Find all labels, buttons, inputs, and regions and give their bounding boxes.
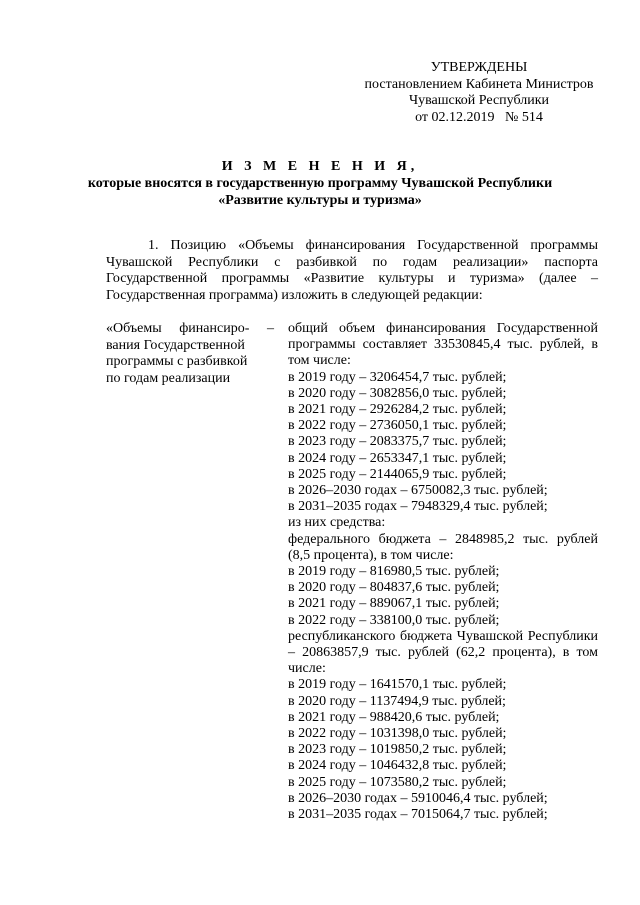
financing-year-line: в 2021 году – 988420,6 тыс. рублей; xyxy=(288,709,500,725)
total-financing-intro: общий объем финансирования Государственной программы составляет 33530845,4 тыс. рублей, в том числе: xyxy=(288,321,598,369)
financing-year-line: в 2031–2035 годах – 7015064,7 тыс. рублей; xyxy=(288,807,548,823)
label-line-1a: «Объемы xyxy=(106,321,162,336)
title-heading: И З М Е Н Е Н И Я, xyxy=(221,159,419,174)
title-line-2: «Развитие культуры и туризма» xyxy=(218,193,422,208)
label-line-1b: финансиро- xyxy=(179,321,250,336)
title-line-1: которые вносятся в государственную программу Чувашской Республики xyxy=(87,176,553,191)
of-them-label: из них средства: xyxy=(288,515,386,531)
label-dash: – xyxy=(267,321,274,336)
financing-year-line: в 2021 году – 889067,1 тыс. рублей; xyxy=(288,596,500,612)
label-line-2: вания Государственной xyxy=(106,337,245,353)
financing-year-line: в 2026–2030 годах – 5910046,4 тыс. рублей; xyxy=(288,790,548,806)
financing-year-line: в 2020 году – 1137494,9 тыс. рублей; xyxy=(288,693,506,709)
federal-budget-intro: федерального бюджета – 2848985,2 тыс. рублей (8,5 процента), в том числе: xyxy=(288,531,598,563)
financing-year-line: в 2019 году – 816980,5 тыс. рублей; xyxy=(288,564,500,580)
financing-year-line: в 2025 году – 1073580,2 тыс. рублей; xyxy=(288,774,507,790)
approval-heading: УТВЕРЖДЕНЫ xyxy=(430,60,528,75)
financing-year-line: в 2022 году – 338100,0 тыс. рублей; xyxy=(288,612,500,628)
financing-values xyxy=(288,321,598,823)
financing-year-line: в 2023 году – 1019850,2 тыс. рублей; xyxy=(288,742,507,758)
approval-republic: Чувашской Республики xyxy=(408,93,550,108)
financing-year-line: в 2020 году – 804837,6 тыс. рублей; xyxy=(288,580,500,596)
financing-year-line: в 2025 году – 2144065,9 тыс. рублей; xyxy=(288,466,507,482)
intro-paragraph: 1. Позицию «Объемы финансирования Государственной программы Чувашской Республики с разбивкой по годам реализации» паспорта Государственной программы «Развитие культуры и туризма» (далее – Государственная программа) изложить в следующей редакции: xyxy=(106,238,598,303)
label-line-1 xyxy=(106,321,274,338)
federal-years-list xyxy=(288,564,598,629)
approval-date-number: от 02.12.2019 № 514 xyxy=(415,109,543,125)
total-years-list xyxy=(288,370,598,516)
financing-year-line: в 2026–2030 годах – 6750082,3 тыс. рублей; xyxy=(288,483,548,499)
approval-authority: постановлением Кабинета Министров xyxy=(364,76,594,92)
financing-year-line: в 2021 году – 2926284,2 тыс. рублей; xyxy=(288,402,507,418)
label-line-3: программы с разбивкой xyxy=(106,354,248,369)
financing-year-line: в 2020 году – 3082856,0 тыс. рублей; xyxy=(288,385,507,401)
document-title xyxy=(0,158,640,209)
financing-year-line: в 2022 году – 1031398,0 тыс. рублей; xyxy=(288,726,507,742)
label-line-4: по годам реализации xyxy=(106,370,231,386)
financing-year-line: в 2019 году – 1641570,1 тыс. рублей; xyxy=(288,677,507,693)
financing-year-line: в 2024 году – 1046432,8 тыс. рублей; xyxy=(288,758,507,774)
financing-label xyxy=(106,321,274,387)
approval-stamp xyxy=(360,60,598,126)
republic-years-list xyxy=(288,677,598,823)
financing-year-line: в 2023 году – 2083375,7 тыс. рублей; xyxy=(288,434,507,450)
financing-year-line: в 2022 году – 2736050,1 тыс. рублей; xyxy=(288,418,507,434)
financing-year-line: в 2031–2035 годах – 7948329,4 тыс. рублей; xyxy=(288,499,548,515)
financing-year-line: в 2024 году – 2653347,1 тыс. рублей; xyxy=(288,450,507,466)
financing-year-line: в 2019 году – 3206454,7 тыс. рублей; xyxy=(288,369,507,385)
republic-budget-intro: республиканского бюджета Чувашской Республики – 20863857,9 тыс. рублей (62,2 процента), в том числе: xyxy=(288,628,598,677)
